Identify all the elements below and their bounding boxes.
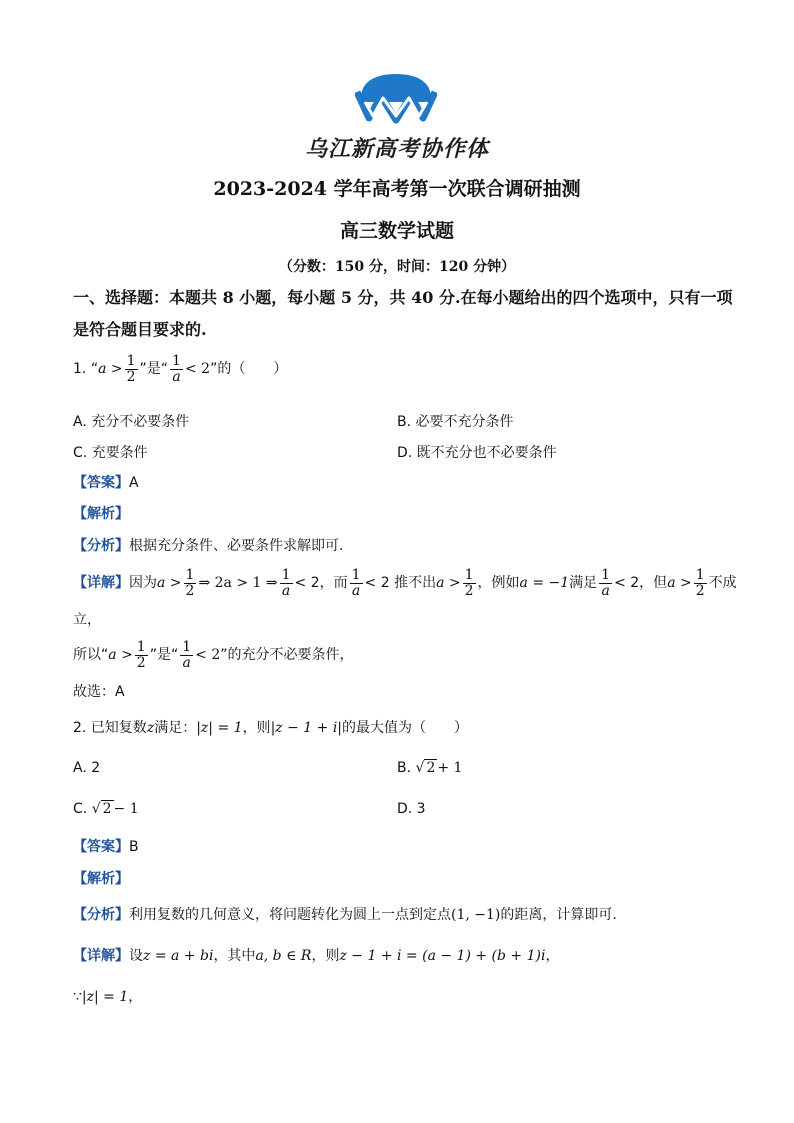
q2-option-b: B. √ 2 + 1	[397, 760, 463, 776]
q2-option-a: A. 2	[73, 760, 101, 776]
q1-option-b: B. 必要不充分条件	[397, 414, 514, 430]
section-heading-line1: 一、选择题：本题共 8 小题，每小题 5 分，共 40 分.在每小题给出的四个选项中，只有一项	[73, 288, 733, 307]
q2-xiangjie: 【详解】设z = a + bi，其中a, b ∈ R，则z − 1 + i = (a − 1) + (b + 1)i，	[73, 948, 560, 964]
question-2: 2. 已知复数z满足：|z| = 1，则|z − 1 + i|的最大值为（ ）	[73, 720, 469, 736]
q2-xiangjie-cont: ∵|z| = 1，	[73, 989, 143, 1005]
exam-title: 2023-2024 学年高考第一次联合调研抽测	[213, 178, 581, 200]
q1-xiangjie: 【详解】因为a > $\frac{1}{2}$ ⇒ 2a > 1 ⇒ $\frac{1}{a}$ < 2，而 $\frac{1}{a}$ < 2 推不出a > $\frac{1}{2}$ ，例如a = −1满足 $\frac{1}{a}$ < 2，但a > $\frac{1}{2}$ 不成	[73, 567, 737, 599]
exam-subject-title: 高三数学试题	[339, 220, 454, 242]
q2-option-d: D. 3	[397, 801, 426, 817]
question-1: 1. “a > $\frac{1}{2}$ ”是“ $\frac{1}{a}$ < 2”的（ ）	[73, 353, 288, 385]
q1-number: 1.	[73, 361, 87, 378]
q1-xiangjie-cont: 立，	[73, 612, 101, 628]
q1-option-c: C. 充要条件	[73, 445, 148, 461]
q1-answer: 【答案】A	[73, 475, 139, 491]
q1-summary: 所以“a > $\frac{1}{2}$ ”是“ $\frac{1}{a}$ < 2”的充分不必要条件，	[73, 639, 354, 671]
q1-fenxi: 【分析】根据充分条件、必要条件求解即可.	[73, 538, 344, 554]
logo-icon	[355, 72, 437, 124]
exam-meta: （分数：150 分，时间：120 分钟）	[278, 259, 516, 275]
q2-jiexi: 【解析】	[73, 871, 129, 887]
section-heading-line2: 是符合题目要求的.	[73, 320, 207, 339]
q1-frac-inv-a: $\frac{1}{a}$	[172, 353, 181, 385]
q1-option-a: A. 充分不必要条件	[73, 414, 190, 430]
q2-option-c: C. √ 2 − 1	[73, 801, 139, 817]
q1-option-d: D. 既不充分也不必要条件	[397, 445, 557, 461]
q2-answer: 【答案】B	[73, 839, 139, 855]
q1-frac-half: $\frac{1}{2}$	[126, 353, 136, 385]
q1-choice: 故选：A	[73, 684, 125, 700]
q2-fenxi: 【分析】利用复数的几何意义，将问题转化为圆上一点到定点(1, −1)的距离，计算即可.	[73, 907, 617, 923]
q1-jiexi: 【解析】	[73, 506, 129, 522]
brand-name: 乌江新高考协作体	[304, 137, 489, 162]
